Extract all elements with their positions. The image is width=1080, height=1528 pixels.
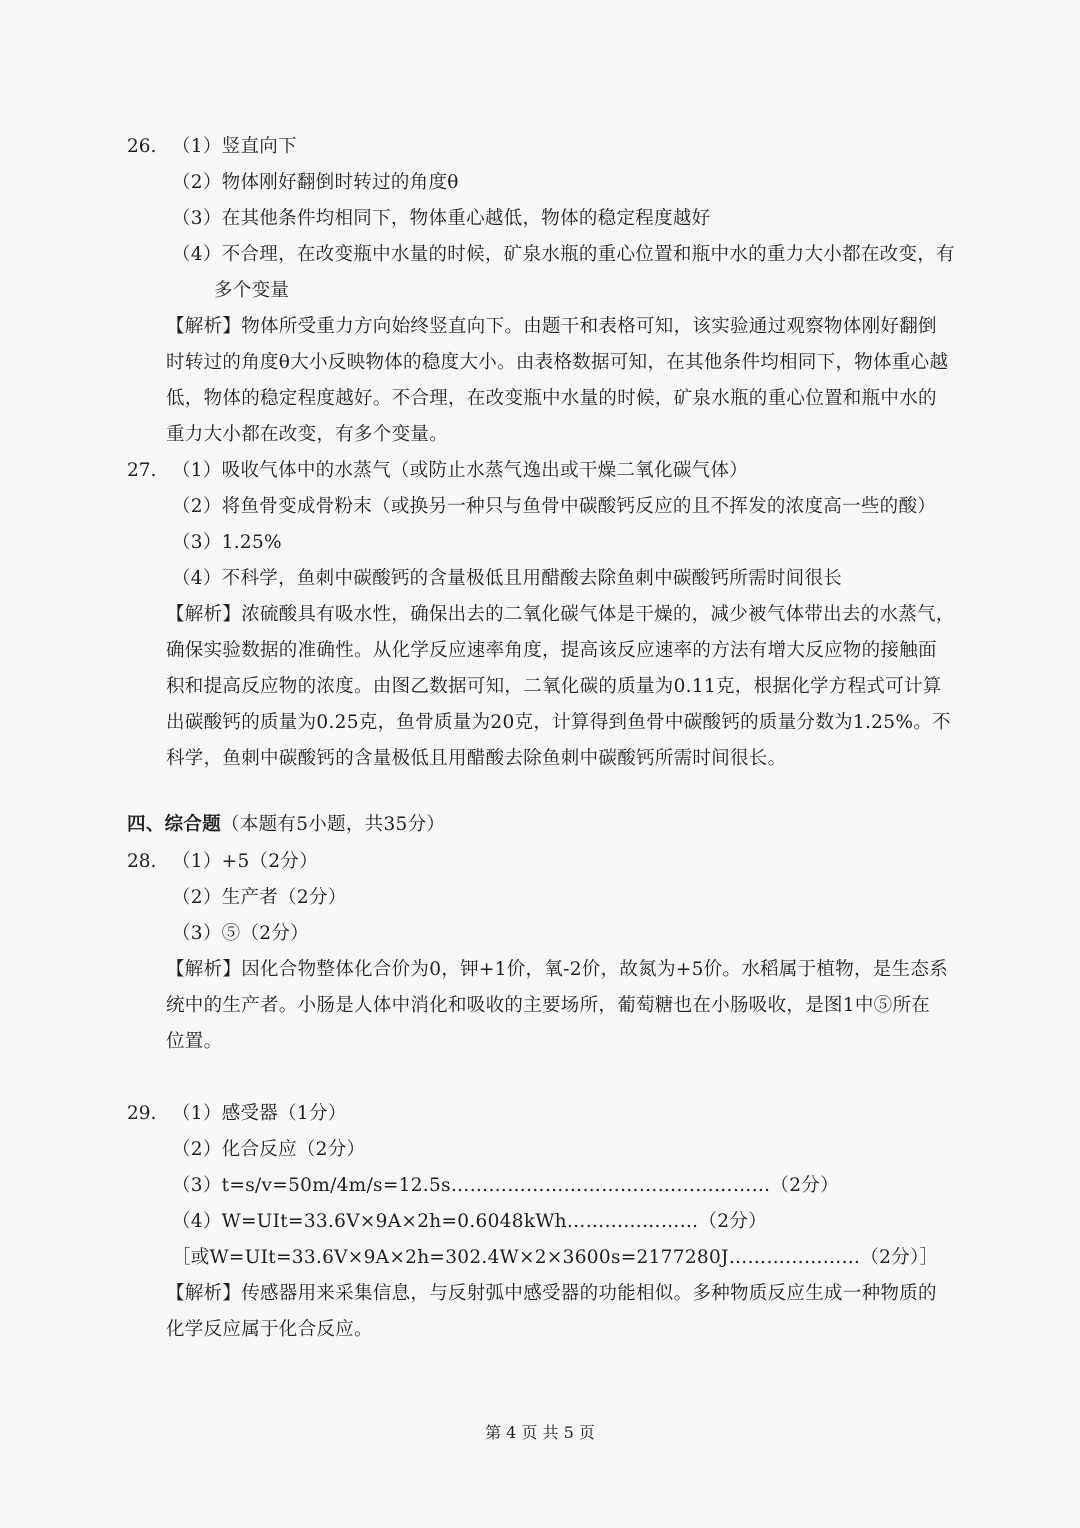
question-number-29: 29. [127,1103,157,1124]
question-number-28: 28. [127,851,157,872]
q27-analysis-line-3: 积和提高反应物的浓度。由图乙数据可知，二氧化碳的质量为0.11克，根据化学方程式可计算 [166,676,942,697]
q28-analysis-line-1: 【解析】因化合物整体化合价为0，钾+1价，氧-2价，故氮为+5价。水稻属于植物，是生态系 [166,959,949,980]
q27-answer-3: （3）1.25% [172,532,282,553]
q26-analysis-line-1: 【解析】物体所受重力方向始终竖直向下。由题干和表格可知，该实验通过观察物体刚好翻倒 [166,316,937,337]
q26-answer-1: （1）竖直向下 [172,136,297,157]
q28-answer-2: （2）生产者（2分） [172,887,347,908]
q26-answer-4-cont: 多个变量 [214,280,290,301]
question-number-26: 26. [127,136,157,157]
q27-analysis-line-5: 科学，鱼刺中碳酸钙的含量极低且用醋酸去除鱼刺中碳酸钙所需时间很长。 [166,748,787,769]
q29-answer-2: （2）化合反应（2分） [172,1139,366,1160]
section-title: 四、综合题 [127,814,222,835]
q26-answer-4: （4）不合理，在改变瓶中水量的时候，矿泉水瓶的重心位置和瓶中水的重力大小都在改变，有 [172,244,955,265]
section-note: （本题有5小题，共35分） [221,814,446,835]
q28-answer-3: （3）⑤（2分） [172,923,309,944]
page-footer: 第 4 页 共 5 页 [485,1423,595,1442]
q27-analysis-line-2: 确保实验数据的准确性。从化学反应速率角度，提高该反应速率的方法有增大反应物的接触面 [166,640,937,661]
q27-analysis-line-4: 出碳酸钙的质量为0.25克，鱼骨质量为20克，计算得到鱼骨中碳酸钙的质量分数为1.25%。不 [166,712,951,733]
q26-analysis-line-4: 重力大小都在改变，有多个变量。 [166,424,449,445]
section-heading [127,812,445,838]
q29-answer-1: （1）感受器（1分） [172,1103,347,1124]
q26-answer-3: （3）在其他条件均相同下，物体重心越低，物体的稳定程度越好 [172,208,711,229]
q26-analysis-line-2: 时转过的角度θ大小反映物体的稳度大小。由表格数据可知，在其他条件均相同下，物体重心越 [166,352,949,373]
q29-answer-4: （4）W=UIt=33.6V×9A×2h=0.6048kWh…………………（2分） [172,1211,767,1232]
q27-analysis-line-1: 【解析】浓硫酸具有吸水性，确保出去的二氧化碳气体是干燥的，减少被气体带出去的水蒸气， [166,604,955,625]
q28-analysis-line-2: 统中的生产者。小肠是人体中消化和吸收的主要场所，葡萄糖也在小肠吸收，是图1中⑤所在 [166,995,931,1016]
question-number-27: 27. [127,460,157,481]
q28-answer-1: （1）+5（2分） [172,851,319,872]
q26-analysis-line-3: 低，物体的稳定程度越好。不合理，在改变瓶中水量的时候，矿泉水瓶的重心位置和瓶中水的 [166,388,937,409]
q29-analysis-line-1: 【解析】传感器用来采集信息，与反射弧中感受器的功能相似。多种物质反应生成一种物质的 [166,1283,937,1304]
q29-answer-3: （3）t=s/v=50m/4m/s=12.5s……………………………………………（2分） [172,1175,839,1196]
q28-analysis-line-3: 位置。 [166,1031,223,1052]
q29-analysis-line-2: 化学反应属于化合反应。 [166,1319,373,1340]
q26-answer-2: （2）物体刚好翻倒时转过的角度θ [172,172,459,193]
q27-answer-4: （4）不科学，鱼刺中碳酸钙的含量极低且用醋酸去除鱼刺中碳酸钙所需时间很长 [172,568,843,589]
q27-answer-1: （1）吸收气体中的水蒸气（或防止水蒸气逸出或干燥二氧化碳气体） [172,460,749,481]
q27-answer-2: （2）将鱼骨变成骨粉末（或换另一种只与鱼骨中碳酸钙反应的且不挥发的浓度高一些的酸） [172,496,937,517]
q29-answer-4-alt: ［或W=UIt=33.6V×9A×2h=302.4W×2×3600s=2177280J…………………（2分）］ [172,1247,939,1268]
